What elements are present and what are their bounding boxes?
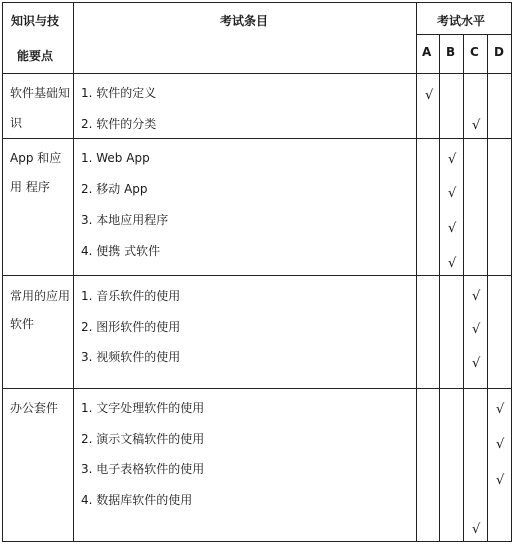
col-line-b [463, 34, 464, 542]
category-office-suite: 办公套件 [10, 401, 59, 415]
check-mark: √ [472, 356, 481, 371]
item-portable-software: 4. 便携 式软件 [81, 244, 161, 258]
level-a-header: A [422, 45, 432, 59]
category-common-apps-line2: 软件 [10, 317, 35, 331]
category-software-basics-line2: 识 [10, 116, 23, 130]
row-line-section-3 [2, 388, 512, 389]
check-mark: √ [448, 186, 457, 201]
col-line-2 [416, 2, 417, 542]
col-line-left [2, 2, 3, 542]
col-line-c [487, 34, 488, 542]
check-mark: √ [496, 402, 505, 417]
item-presentation: 2. 演示文稿软件的使用 [81, 432, 205, 446]
check-mark: √ [448, 256, 457, 271]
row-line-section-2 [2, 275, 512, 276]
row-line-top [2, 2, 512, 3]
row-line-level-header [416, 34, 512, 35]
check-mark: √ [472, 322, 481, 337]
item-spreadsheet: 3. 电子表格软件的使用 [81, 462, 205, 476]
check-mark: √ [472, 118, 481, 133]
level-b-header: B [446, 45, 456, 59]
col-line-right [511, 2, 512, 542]
check-mark: √ [448, 152, 457, 167]
level-c-header: C [470, 45, 479, 59]
item-database: 4. 数据库软件的使用 [81, 493, 193, 507]
level-d-header: D [494, 45, 504, 59]
item-web-app: 1. Web App [81, 151, 150, 165]
header-exam-level: 考试水平 [437, 14, 486, 28]
header-exam-items: 考试条目 [220, 14, 269, 28]
item-graphics-software: 2. 图形软件的使用 [81, 320, 181, 334]
row-line-header-bottom [2, 73, 512, 74]
check-mark: √ [425, 88, 434, 103]
row-line-bottom [2, 541, 512, 542]
header-knowledge-line1: 知识与技 [11, 14, 60, 28]
category-common-apps-line1: 常用的应用 [10, 289, 71, 303]
item-mobile-app: 2. 移动 App [81, 182, 148, 196]
col-line-1 [73, 2, 74, 542]
check-mark: √ [448, 221, 457, 236]
item-native-app: 3. 本地应用程序 [81, 213, 169, 227]
check-mark: √ [472, 522, 481, 537]
check-mark: √ [496, 473, 505, 488]
item-software-definition: 1. 软件的定义 [81, 86, 157, 100]
item-video-software: 3. 视频软件的使用 [81, 350, 181, 364]
check-mark: √ [472, 289, 481, 304]
item-music-software: 1. 音乐软件的使用 [81, 289, 181, 303]
item-software-classification: 2. 软件的分类 [81, 117, 157, 131]
col-line-a [439, 34, 440, 542]
check-mark: √ [496, 437, 505, 452]
item-word-processing: 1. 文字处理软件的使用 [81, 401, 205, 415]
category-software-basics-line1: 软件基础知 [10, 86, 71, 100]
row-line-section-1 [2, 138, 512, 139]
header-knowledge-line2: 能要点 [17, 49, 54, 63]
category-app-line1: App 和应 [10, 151, 62, 165]
category-app-line2: 用 程序 [10, 180, 50, 194]
